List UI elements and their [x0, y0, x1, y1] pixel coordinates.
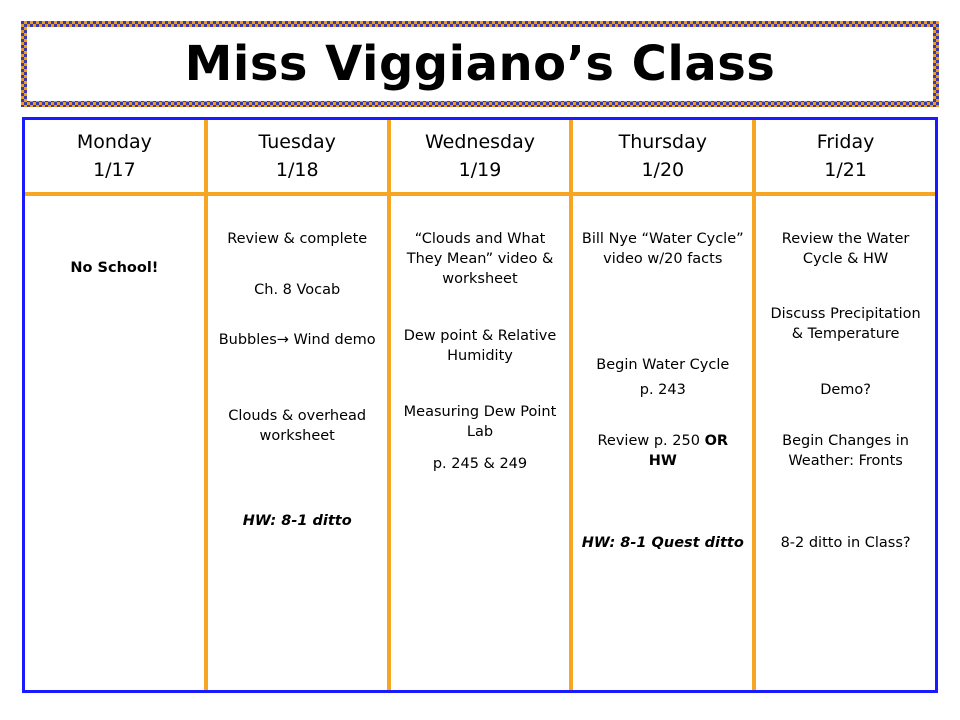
wednesday-item-1: “Clouds and What They Mean” video & worksheet: [406, 231, 554, 287]
page-title: Miss Viggiano’s Class: [184, 36, 776, 92]
monday-no-school: No School!: [70, 260, 159, 276]
column-body-thursday: [573, 196, 752, 690]
thursday-homework: HW: 8-1 Quest ditto: [581, 535, 744, 551]
column-wednesday: [387, 120, 570, 690]
tuesday-item-3: Bubbles→ Wind demo: [218, 332, 376, 348]
friday-item-4: Begin Changes in Weather: Fronts: [782, 433, 909, 469]
column-body-monday: [25, 196, 204, 690]
title-banner-inner: [27, 27, 933, 101]
column-header-wednesday: [391, 120, 570, 196]
thursday-item-4-text: Review p. 250: [597, 433, 705, 449]
tuesday-item-2: Ch. 8 Vocab: [254, 282, 341, 298]
column-header-friday: [756, 120, 935, 196]
column-body-wednesday: [391, 196, 570, 690]
day-date: 1/21: [824, 159, 867, 181]
column-monday: [25, 120, 204, 690]
thursday-item-1: Bill Nye “Water Cycle” video w/20 facts: [581, 231, 744, 267]
day-name: Monday: [76, 131, 152, 153]
day-name: Friday: [816, 131, 875, 153]
day-date: 1/17: [93, 159, 136, 181]
day-name: Thursday: [618, 131, 707, 153]
wednesday-item-2: Dew point & Relative Humidity: [403, 328, 557, 364]
column-thursday: [569, 120, 752, 690]
day-name: Tuesday: [258, 131, 336, 153]
thursday-item-4: [581, 431, 744, 471]
wednesday-item-4: p. 245 & 249: [432, 456, 528, 472]
tuesday-item-1: Review & complete: [227, 231, 368, 247]
friday-item-2: Discuss Precipitation & Temperature: [770, 306, 921, 342]
thursday-item-3: p. 243: [639, 382, 686, 398]
day-date: 1/20: [641, 159, 685, 181]
column-body-tuesday: [208, 196, 387, 690]
day-name: Wednesday: [424, 131, 535, 153]
schedule-table: [22, 117, 938, 693]
thursday-item-2: Begin Water Cycle: [596, 357, 730, 373]
title-banner: [21, 21, 939, 107]
thursday-item-4-bold: OR HW: [648, 433, 729, 469]
column-header-thursday: [573, 120, 752, 196]
column-tuesday: [204, 120, 387, 690]
day-date: 1/19: [458, 159, 502, 181]
column-header-monday: [25, 120, 204, 196]
friday-item-3: Demo?: [820, 382, 871, 398]
day-date: 1/18: [275, 159, 319, 181]
friday-item-1: Review the Water Cycle & HW: [781, 231, 910, 267]
tuesday-item-4: Clouds & overhead worksheet: [228, 408, 367, 444]
wednesday-item-3: Measuring Dew Point Lab: [403, 404, 557, 440]
column-header-tuesday: [208, 120, 387, 196]
friday-item-5: 8-2 ditto in Class?: [780, 535, 911, 551]
tuesday-homework: HW: 8-1 ditto: [242, 513, 352, 529]
column-friday: [752, 120, 935, 690]
column-body-friday: [756, 196, 935, 690]
